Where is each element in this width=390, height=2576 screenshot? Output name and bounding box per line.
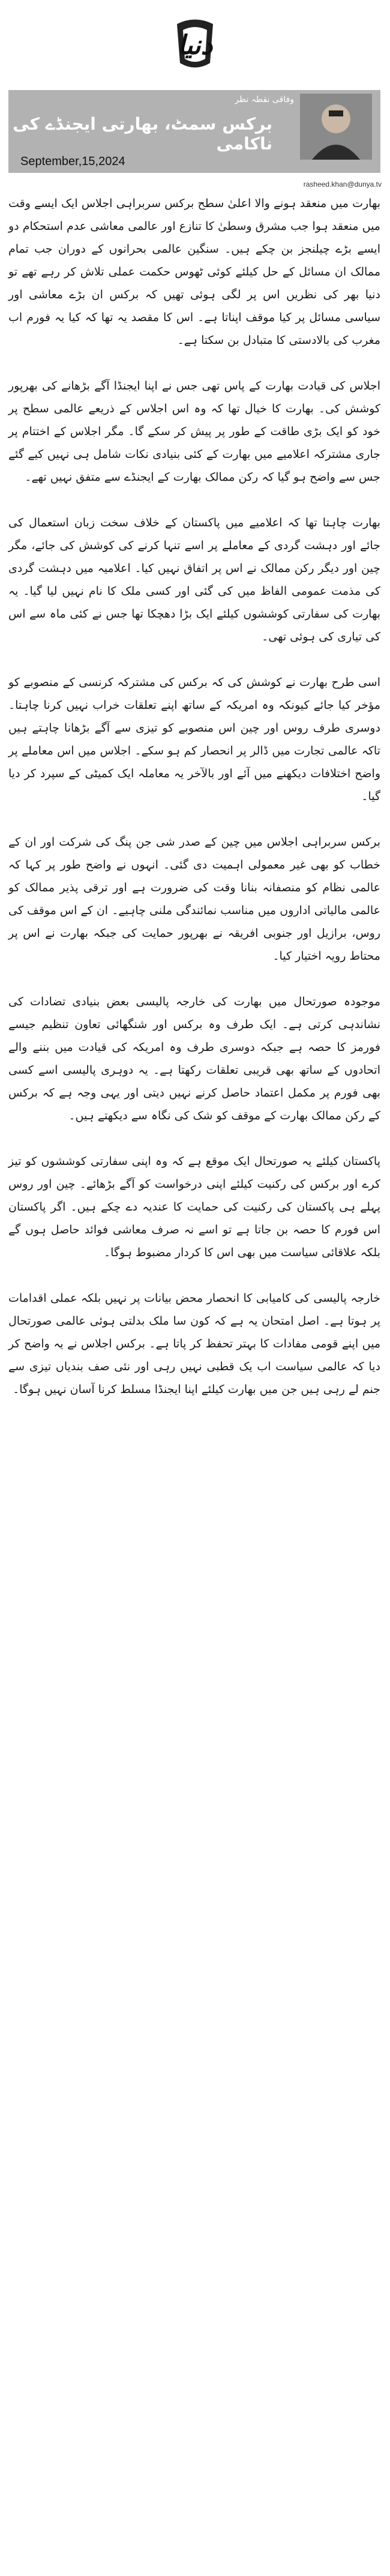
article-title: برکس سمٹ، بھارتی ایجنڈے کی ناکامی (13, 114, 272, 154)
article-paragraph: بھارت چاہتا تھا کہ اعلامیے میں پاکستان کے خلاف سخت زبان استعمال کی جائے اور دہشت گردی کے معاملے پر اسے تنہا کرنے کی کوشش کی جائے، مگر چین اور دیگر رکن ممالک نے اس پر اتفاق نہیں کیا۔ اعلامیہ میں دہشت گردی کی مذمت عمومی الفاظ میں کی گئی اور کسی ملک کا نام نہیں لیا گیا۔ یہ بھارت کی سفارتی کوششوں کیلئے ایک بڑا دھچکا تھا جس نے کئی ماہ سے اس کی تیاری کی ہوئی تھی۔ (8, 516, 380, 643)
author-portrait-icon (300, 94, 372, 160)
article-paragraph: اجلاس کی قیادت بھارت کے پاس تھی جس نے اپنا ایجنڈا آگے بڑھانے کی بھرپور کوشش کی۔ بھارت کا خیال تھا کہ وہ اس اجلاس کے ذریعے عالمی سطح پر خود کو ایک بڑی طاقت کے طور پر پیش کر سکے گا۔ مگر اجلاس کے اختتام پر جاری مشترکہ اعلامیے میں بھارت کے کئی بنیادی نکات شامل ہی نہیں کیے گئے جس سے واضح ہو گیا کہ رکن ممالک بھارت کے ایجنڈے سے متفق نہیں تھے۔ (8, 379, 380, 484)
article-paragraph: برکس سربراہی اجلاس میں چین کے صدر شی جن پنگ کی شرکت اور ان کے خطاب کو بھی غیر معمولی اہمیت دی گئی۔ انہوں نے واضح طور پر کہا کہ عالمی نظام کو منصفانہ بنانا وقت کی ضرورت ہے اور ترقی پذیر ممالک کو عالمی مالیاتی اداروں میں مناسب نمائندگی ملنی چاہیے۔ ان کے اس موقف کی روس، برازیل اور جنوبی افریقہ نے بھرپور حمایت کی جبکہ بھارت نے اس پر محتاط رویہ اختیار کیا۔ (8, 835, 380, 963)
article-paragraph: موجودہ صورتحال میں بھارت کی خارجہ پالیسی بعض بنیادی تضادات کی نشاندہی کرتی ہے۔ ایک طرف وہ برکس اور شنگھائی تعاون تنظیم جیسے فورمز کا حصہ ہے جبکہ دوسری طرف وہ امریکہ کی قیادت میں بننے والے اتحادوں کے ساتھ بھی قریبی تعلقات رکھتا ہے۔ یہ دوہری پالیسی اسے کسی بھی فورم پر مکمل اعتماد حاصل کرنے نہیں دیتی اور یہی وجہ ہے کہ برکس کے رکن ممالک بھارت کے موقف کو شک کی نگاہ سے دیکھتے ہیں۔ (8, 995, 380, 1122)
masthead (0, 0, 390, 90)
article-paragraph: بھارت میں منعقد ہونے والا اعلیٰ سطح برکس سربراہی اجلاس ایک ایسے وقت میں منعقد ہوا جب مشرق وسطیٰ کا تنازع اور عالمی معاشی عدم استحکام دو ایسے بڑے چیلنجز بن چکے ہیں۔ سنگین عالمی بحرانوں کے دوران جب تمام ممالک ان مسائل کے حل کیلئے کوئی ٹھوس حکمت عملی تلاش کر رہے تھے تو دنیا بھر کی نظریں اس پر لگی ہوئی تھیں کہ برکس ان بڑے معاشی اور سیاسی مسائل پر کیا موقف اپناتا ہے۔ اس کا مقصد یہ تھا کہ کیا یہ فورم اب مغرب کی بالادستی کا متبادل بن سکتا ہے۔ (8, 197, 380, 347)
column-banner (8, 90, 380, 173)
article-body (8, 192, 380, 1424)
logo-text: دنیا (177, 29, 213, 61)
author-name: وفاقی نقطہ نظر (235, 95, 294, 104)
article-paragraph: پاکستان کیلئے یہ صورتحال ایک موقع ہے کہ وہ اپنی سفارتی کوششوں کو تیز کرے اور برکس کی رکنیت کیلئے اپنی درخواست کو آگے بڑھائے۔ چین اور روس پہلے ہی پاکستان کی رکنیت کی حمایت کا عندیہ دے چکے ہیں۔ اگر پاکستان اس فورم کا حصہ بن جاتا ہے تو اسے نہ صرف معاشی فوائد حاصل ہوں گے بلکہ علاقائی سیاست میں بھی اس کا کردار مضبوط ہوگا۔ (8, 1155, 380, 1259)
article-paragraph: خارجہ پالیسی کی کامیابی کا انحصار محض بیانات پر نہیں بلکہ عملی اقدامات پر ہوتا ہے۔ اصل امتحان یہ ہے کہ کون سا ملک بدلتی ہوئی عالمی صورتحال میں اپنے قومی مفادات کا بہتر تحفظ کر پاتا ہے۔ برکس اجلاس نے یہ واضح کر دیا کہ عالمی سیاست اب یک قطبی نہیں رہی اور نئی صف بندیاں تیزی سے جنم لے رہی ہیں جن میں بھارت کیلئے اپنا ایجنڈا مسلط کرنا آسان نہیں ہوگا۔ (8, 1292, 380, 1396)
article-date: September,15,2024 (20, 155, 125, 168)
article-paragraph: اسی طرح بھارت نے کوشش کی کہ برکس کی مشترکہ کرنسی کے منصوبے کو مؤخر کیا جائے کیونکہ وہ امریکہ کے ساتھ اپنے تعلقات خراب نہیں کرنا چاہتا۔ دوسری طرف روس اور چین اس منصوبے کو تیزی سے آگے بڑھانا چاہتے ہیں تاکہ عالمی تجارت میں ڈالر پر انحصار کم ہو سکے۔ اجلاس میں اس معاملے پر واضح اختلافات دیکھنے میں آئے اور بالآخر یہ معاملہ ایک کمیٹی کے سپرد کر دیا گیا۔ (8, 676, 380, 803)
author-email[interactable]: rasheed.khan@dunya.tv (303, 180, 382, 188)
newspaper-logo (159, 12, 231, 78)
author-photo (300, 94, 372, 160)
